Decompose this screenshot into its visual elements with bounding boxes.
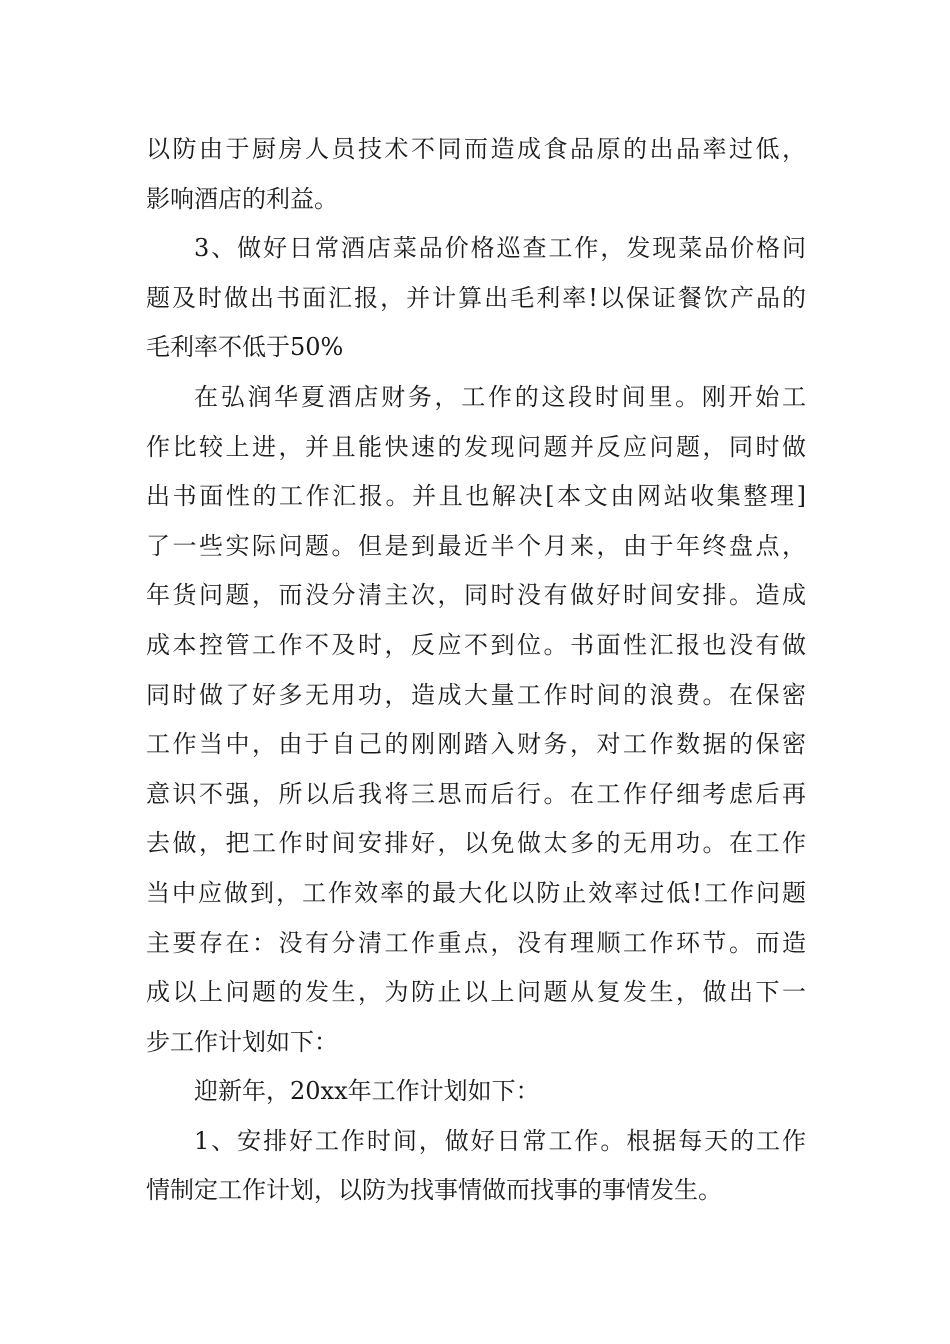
text-line: 同时做了好多无用功，造成大量工作时间的浪费。在保密 [146, 680, 806, 709]
text-line: 意识不强，所以后我将三思而后行。在工作仔细考虑后再 [146, 779, 806, 808]
text-line: 工作当中，由于自己的刚刚踏入财务，对工作数据的保密 [146, 730, 806, 759]
paragraph [146, 1117, 806, 1216]
text-line: 在弘润华夏酒店财务，工作的这段时间里。刚开始工 [194, 382, 806, 411]
text-line: 成本控管工作不及时，反应不到位。书面性汇报也没有做 [146, 630, 806, 659]
text-line: 影响酒店的利益。 [146, 184, 338, 213]
text-line: 主要存在：没有分清工作重点，没有理顺工作环节。而造 [146, 928, 806, 957]
text-line: 年货问题，而没分清主次，同时没有做好时间安排。造成 [146, 581, 806, 610]
paragraph [146, 224, 806, 373]
text-line: 当中应做到，工作效率的最大化以防止效率过低!工作问题 [146, 878, 806, 907]
text-line: 成以上问题的发生，为防止以上问题从复发生，做出下一 [146, 978, 806, 1007]
text-line: 迎新年，20xx年工作计划如下： [194, 1077, 540, 1106]
text-line: 作比较上进，并且能快速的发现问题并反应问题，同时做 [146, 432, 806, 461]
text-line: 出书面性的工作汇报。并且也解决[本文由网站收集整理] [146, 482, 806, 511]
text-line: 了一些实际问题。但是到最近半个月来，由于年终盘点， [146, 531, 806, 560]
text-line: 题及时做出书面汇报，并计算出毛利率!以保证餐饮产品的 [146, 283, 806, 312]
text-line: 1、安排好工作时间，做好日常工作。根据每天的工作 [194, 1126, 806, 1155]
paragraph [146, 125, 806, 224]
paragraph [146, 1067, 806, 1117]
text-line: 毛利率不低于50% [146, 333, 344, 362]
paragraph [146, 373, 806, 1067]
text-line: 去做，把工作时间安排好，以免做太多的无用功。在工作 [146, 829, 806, 858]
text-line: 情制定工作计划，以防为找事情做而找事的事情发生。 [146, 1176, 722, 1205]
text-line: 步工作计划如下： [146, 1027, 338, 1056]
document-body [146, 125, 806, 1216]
text-line: 以防由于厨房人员技术不同而造成食品原的出品率过低， [146, 135, 806, 163]
text-line: 3、做好日常酒店菜品价格巡查工作，发现菜品价格问 [194, 234, 806, 263]
